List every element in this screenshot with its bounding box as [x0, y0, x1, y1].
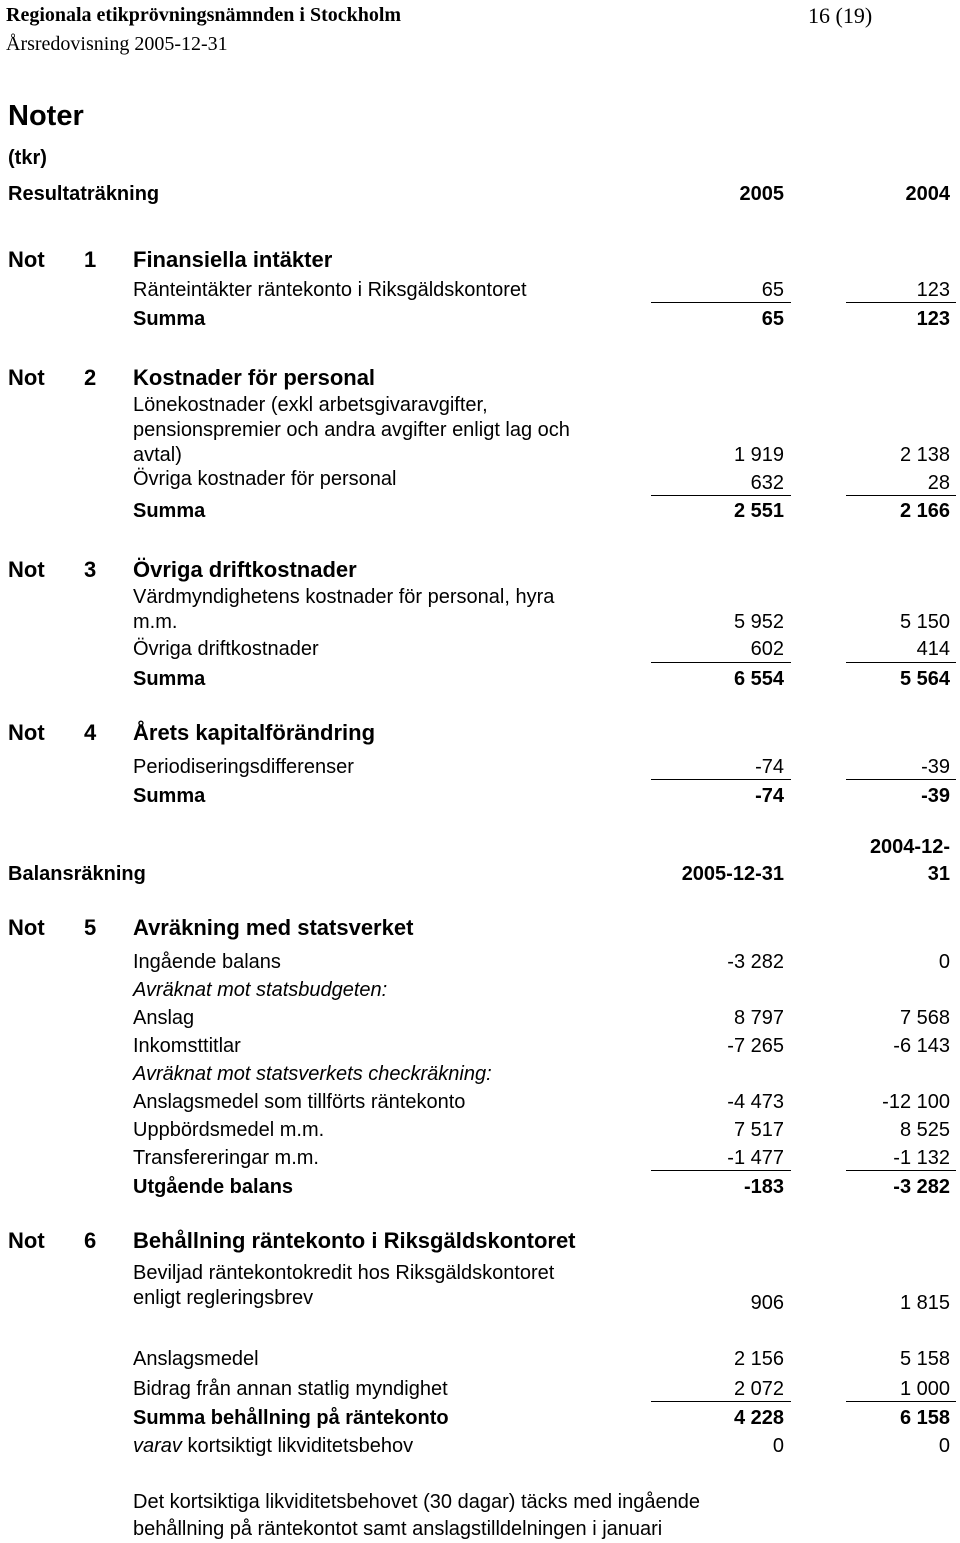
row-value-2005: 906: [750, 1292, 784, 1314]
row-value-2004: 1 000: [899, 1378, 950, 1400]
sum-value-2005: -183: [743, 1176, 784, 1198]
sum-rule: [846, 779, 956, 780]
sum-value-2005: 65: [761, 308, 784, 330]
row-value-2005: 1 919: [733, 444, 784, 466]
row-label-line: Beviljad räntekontokredit hos Riksgäldskontoret: [133, 1262, 555, 1284]
row-value-2005: 0: [772, 1435, 784, 1457]
column-header-2005-12-31: 2005-12-31: [681, 863, 784, 885]
note-title: Kostnader för personal: [133, 365, 376, 390]
sum-label: Summa: [133, 500, 206, 522]
sum-value-2004: 2 166: [899, 500, 950, 522]
row-label: Ingående balans: [133, 951, 281, 973]
sum-rule: [651, 302, 791, 303]
column-header-2004: 2004: [905, 183, 950, 205]
row-value-2005: 632: [750, 472, 784, 494]
note-title: Årets kapitalförändring: [133, 720, 376, 745]
row-value-2005: 2 156: [733, 1348, 784, 1370]
sum-value-2005: 2 551: [733, 500, 784, 522]
sum-label: Summa: [133, 668, 206, 690]
section-heading-balans: Balansräkning: [8, 863, 146, 885]
note-label: Not: [8, 720, 45, 745]
sum-value-2004: 5 564: [899, 668, 950, 690]
note-title: Avräkning med statsverket: [133, 915, 414, 940]
note-number: 6: [84, 1228, 97, 1253]
footnote-line: behållning på räntekontot samt anslagstilldelningen i januari: [133, 1518, 663, 1540]
page-number: 16 (19): [808, 3, 873, 28]
note-title: Behållning räntekonto i Riksgäldskontoret: [133, 1228, 576, 1253]
row-value-2005: 65: [761, 279, 784, 301]
sum-rule: [846, 302, 956, 303]
note-number: 1: [84, 247, 97, 272]
row-value-2005: 602: [750, 638, 784, 660]
row-value-2005: -74: [755, 756, 784, 778]
row-value-2004: 5 150: [899, 611, 950, 633]
row-label-line: Värdmyndighetens kostnader för personal, hyra: [133, 586, 555, 608]
sum-value-2004: 123: [916, 308, 950, 330]
row-label: Övriga driftkostnader: [133, 638, 319, 660]
row-value-2004: 414: [916, 638, 950, 660]
row-label: Transfereringar m.m.: [133, 1147, 319, 1169]
organization-name: Regionala etikprövningsnämnden i Stockholm: [6, 4, 402, 26]
note-title: Övriga driftkostnader: [133, 557, 357, 582]
row-label: Ränteintäkter räntekonto i Riksgäldskontoret: [133, 279, 527, 301]
row-label-rest: kortsiktigt likviditetsbehov: [181, 1435, 414, 1457]
note-number: 2: [84, 365, 97, 390]
note-title: Finansiella intäkter: [133, 247, 333, 272]
section-heading-resultat: Resultaträkning: [8, 183, 160, 205]
sum-value-2005: -74: [755, 785, 784, 807]
note-label: Not: [8, 915, 45, 940]
column-header-2004-12-31-line1: 2004-12-: [869, 836, 950, 858]
row-label-line: Lönekostnader (exkl arbetsgivaravgifter,: [133, 394, 488, 416]
sum-label: Summa behållning på räntekonto: [133, 1407, 449, 1429]
note-label: Not: [8, 365, 45, 390]
row-value-2004: -12 100: [882, 1091, 950, 1113]
column-header-2005: 2005: [739, 183, 784, 205]
note-number: 4: [84, 720, 97, 745]
unit-label: (tkr): [8, 147, 47, 169]
sum-label: Summa: [133, 785, 206, 807]
subheading: Avräknat mot statsverkets checkräkning:: [133, 1063, 492, 1085]
row-value-2005: 5 952: [733, 611, 784, 633]
row-value-2004: 8 525: [899, 1119, 950, 1141]
row-label-line: m.m.: [133, 611, 178, 633]
row-label-line: avtal): [133, 444, 182, 466]
row-label: Periodiseringsdifferenser: [133, 756, 354, 778]
note-label: Not: [8, 247, 45, 272]
row-label: [133, 1434, 413, 1458]
row-value-2005: -1 477: [727, 1147, 784, 1169]
row-label: Anslag: [133, 1007, 195, 1029]
sum-value-2005: 4 228: [733, 1407, 784, 1429]
row-value-2005: 2 072: [733, 1378, 784, 1400]
row-value-2004: 1 815: [899, 1292, 950, 1314]
row-value-2004: -6 143: [893, 1035, 950, 1057]
row-label-line: pensionspremier och andra avgifter enligt lag och: [133, 419, 570, 441]
row-value-2004: -1 132: [893, 1147, 950, 1169]
row-label-italic: varav: [133, 1435, 182, 1457]
row-label: Anslagsmedel: [133, 1348, 259, 1370]
row-label: Anslagsmedel som tillförts räntekonto: [133, 1091, 466, 1113]
sum-value-2004: -39: [921, 785, 950, 807]
sum-rule: [846, 495, 956, 496]
sum-rule: [651, 779, 791, 780]
row-value-2005: 8 797: [733, 1007, 784, 1029]
row-value-2004: -39: [921, 756, 950, 778]
row-label: Övriga kostnader för personal: [133, 468, 397, 490]
sum-rule: [846, 1401, 956, 1402]
row-value-2005: 7 517: [733, 1119, 784, 1141]
note-label: Not: [8, 557, 45, 582]
sum-rule: [846, 662, 956, 663]
note-number: 3: [84, 557, 97, 582]
row-label: Uppbördsmedel m.m.: [133, 1119, 325, 1141]
subheading: Avräknat mot statsbudgeten:: [133, 979, 388, 1001]
row-label: Inkomsttitlar: [133, 1035, 241, 1057]
row-value-2005: -3 282: [727, 951, 784, 973]
sum-label: Utgående balans: [133, 1176, 294, 1198]
note-label: Not: [8, 1228, 45, 1253]
sum-value-2004: 6 158: [899, 1407, 950, 1429]
row-value-2004: 5 158: [899, 1348, 950, 1370]
row-value-2004: 28: [927, 472, 950, 494]
row-value-2004: 0: [938, 951, 950, 973]
report-title: Årsredovisning 2005-12-31: [6, 33, 228, 55]
note-number: 5: [84, 915, 97, 940]
sum-rule: [651, 1170, 791, 1171]
page-title: Noter: [8, 100, 84, 132]
sum-rule: [651, 495, 791, 496]
row-value-2004: 2 138: [899, 444, 950, 466]
row-value-2005: -7 265: [727, 1035, 784, 1057]
sum-rule: [651, 1401, 791, 1402]
row-label: Bidrag från annan statlig myndighet: [133, 1378, 448, 1400]
sum-rule: [846, 1170, 956, 1171]
row-label-line: enligt regleringsbrev: [133, 1287, 314, 1309]
row-value-2004: 0: [938, 1435, 950, 1457]
sum-rule: [651, 662, 791, 663]
sum-value-2004: -3 282: [893, 1176, 950, 1198]
footnote-line: Det kortsiktiga likviditetsbehovet (30 dagar) täcks med ingående: [133, 1491, 700, 1513]
row-value-2004: 123: [916, 279, 950, 301]
sum-value-2005: 6 554: [733, 668, 784, 690]
row-value-2004: 7 568: [899, 1007, 950, 1029]
sum-label: Summa: [133, 308, 206, 330]
column-header-2004-12-31-line2: 31: [927, 863, 950, 885]
row-value-2005: -4 473: [727, 1091, 784, 1113]
